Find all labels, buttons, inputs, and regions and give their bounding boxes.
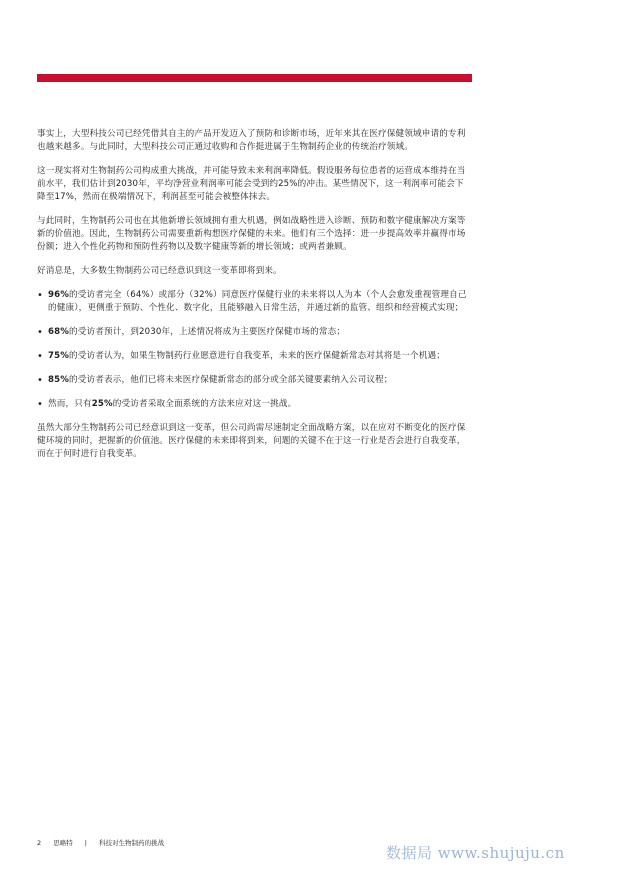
list-item (37, 374, 472, 387)
list-item (37, 289, 472, 315)
survey-findings-list (37, 289, 472, 411)
paragraph: 好消息是，大多数生物制药公司已经意识到这一变革即将到来。 (37, 266, 282, 276)
list-item (37, 326, 472, 339)
stat-value: 85% (48, 375, 70, 385)
footer-doc-title: 科技对生物制药的挑战 (99, 839, 165, 847)
footer-separator: | (84, 839, 87, 847)
stat-text: 的受访者采取全面系统的方法来应对这一挑战。 (112, 399, 297, 409)
main-content (37, 128, 472, 472)
paragraph: 这一现实将对生物制药公司构成重大挑战，并可能导致未来利润率降低。假设服务每位患者的运营成本维持在当前水平，我们估计到2030年，平均净营业利润率可能会受到约25%的冲击。某些情况下，这一利润率可能会下降至17%，然而在极端情况下，利润甚至可能会被整体抹去。 (37, 166, 466, 202)
watermark: 数据局 www.shujuju.cn (386, 844, 565, 862)
stat-text: 的受访者完全（64%）或部分（32%）同意医疗保健行业的未来将以人为本（个人会愈发重视管理自己的健康），更侧重于预防、个性化、数字化，且能够融入日常生活，并通过新的监管、组织和经营模式实现； (48, 290, 467, 313)
page-number: 2 (37, 839, 42, 847)
header-accent-bar (37, 74, 472, 82)
stat-text: 的受访者表示，他们已将未来医疗保健新常态的部分或全部关键要素纳入公司议程； (69, 375, 393, 385)
footer-brand: 思略特 (53, 839, 73, 847)
closing-paragraph: 虽然大部分生物制药公司已经意识到这一变革，但公司尚需尽速制定全面战略方案，以在应对不断变化的医疗保健环境的同时，把握新的价值池。医疗保健的未来即将到来，问题的关键不在于这一行业是否会进行自我变革，而在于何时进行自我变革。 (37, 423, 466, 459)
list-item (37, 350, 472, 363)
stat-value: 75% (48, 351, 70, 361)
page-footer (37, 838, 174, 847)
stat-prefix: 然而，只有 (48, 399, 92, 409)
stat-value: 96% (48, 290, 70, 300)
paragraph: 事实上，大型科技公司已经凭借其自主的产品开发迈入了预防和诊断市场，近年来其在医疗保健领域申请的专利也越来越多。与此同时，大型科技公司正通过收购和合作挺进属于生物制药企业的传统治疗领域。 (37, 129, 466, 152)
list-item (37, 398, 472, 411)
stat-text: 的受访者认为，如果生物制药行业愿意进行自我变革，未来的医疗保健新常态对其将是一个机遇； (69, 351, 446, 361)
stat-value: 25% (91, 399, 113, 409)
stat-text: 的受访者预计，到2030年，上述情况将成为主要医疗保健市场的常态； (69, 327, 346, 337)
stat-value: 68% (48, 327, 70, 337)
paragraph: 与此同时，生物制药公司也在其他新增长领域拥有重大机遇，例如战略性进入诊断、预防和数字健康解决方案等新的价值池。因此，生物制药公司需要重新构想医疗保健的未来。他们有三个选择：进一步提高效率并赢得市场份额；进入个性化药物和预防性药物以及数字健康等新的增长领域；或两者兼顾。 (37, 216, 466, 252)
